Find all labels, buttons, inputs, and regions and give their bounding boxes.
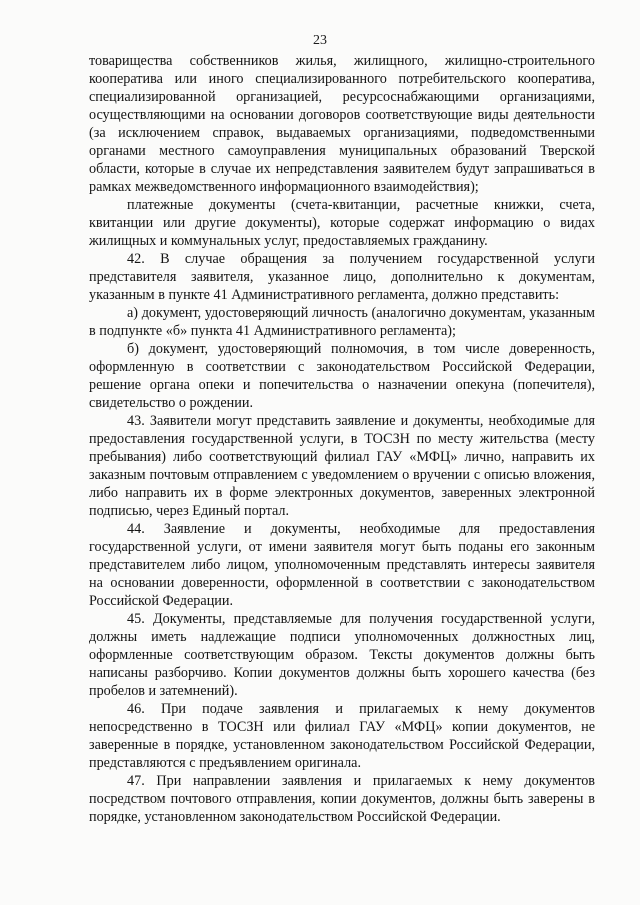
paragraph-42: 42. В случае обращения за получением государственной услуги представителя заявителя, указанное лицо, дополнительно к документам, указанным в пункте 41 Административного регламента, должно представить: <box>89 251 595 303</box>
paragraph-42a: а) документ, удостоверяющий личность (аналогично документам, указанным в подпункте «б» пункта 41 Административного регламента); <box>89 305 595 339</box>
paragraph-46: 46. При подаче заявления и прилагаемых к нему документов непосредственно в ТОСЗН или филиал ГАУ «МФЦ» копии документов, не заверенные в порядке, установленном законодательством Российской Федерации, представляются с предъявлением оригинала. <box>89 701 595 771</box>
paragraph-continuation: товарищества собственников жилья, жилищного, жилищно-строительного кооператива или иного специализированного потребительского кооператива, специализированной организацией, ресурсоснабжающими организациями, осуществляющими на основании договоров соответствующие виды деятельности (за исключением справок, выдаваемых организациями, подведомственными органами местного самоуправления муниципальных образований Тверской области, которые в случае их непредставления заявителем будут запрашиваться в рамках межведомственного информационного взаимодействия); <box>89 53 595 195</box>
paragraph-44: 44. Заявление и документы, необходимые для предоставления государственной услуги, от имени заявителя могут быть поданы его законным представителем либо лицом, уполномоченным представлять интересы заявителя на основании доверенности, оформленной в соответствии с законодательством Российской Федерации. <box>89 521 595 609</box>
paragraph-47: 47. При направлении заявления и прилагаемых к нему документов посредством почтового отправления, копии документов, должны быть заверены в порядке, установленном законодательством Российской Федерации. <box>89 773 595 825</box>
paragraph-45: 45. Документы, представляемые для получения государственной услуги, должны иметь надлежащие подписи уполномоченных должностных лиц, оформленные соответствующим образом. Тексты документов должны быть написаны разборчиво. Копии документов должны быть хорошего качества (без пробелов и затемнений). <box>89 611 595 699</box>
paragraph-payment-documents: платежные документы (счета-квитанции, расчетные книжки, счета, квитанции или другие документы), которые содержат информацию о видах жилищных и коммунальных услуг, предоставляемых гражданину. <box>89 197 595 249</box>
paragraph-43: 43. Заявители могут представить заявление и документы, необходимые для предоставления государственной услуги, в ТОСЗН по месту жительства (месту пребывания) либо соответствующий филиал ГАУ «МФЦ» лично, направить их заказным почтовым отправлением с уведомлением о вручении с описью вложения, либо направить их в форме электронных документов, заверенных электронной подписью, через Единый портал. <box>89 413 595 519</box>
page-number: 23 <box>313 33 327 48</box>
paragraph-42b: б) документ, удостоверяющий полномочия, в том числе доверенность, оформленную в соответствии с законодательством Российской Федерации, решение органа опеки и попечительства о назначении опекуна (попечителя), свидетельство о рождении. <box>89 341 595 411</box>
document-body <box>89 52 595 826</box>
